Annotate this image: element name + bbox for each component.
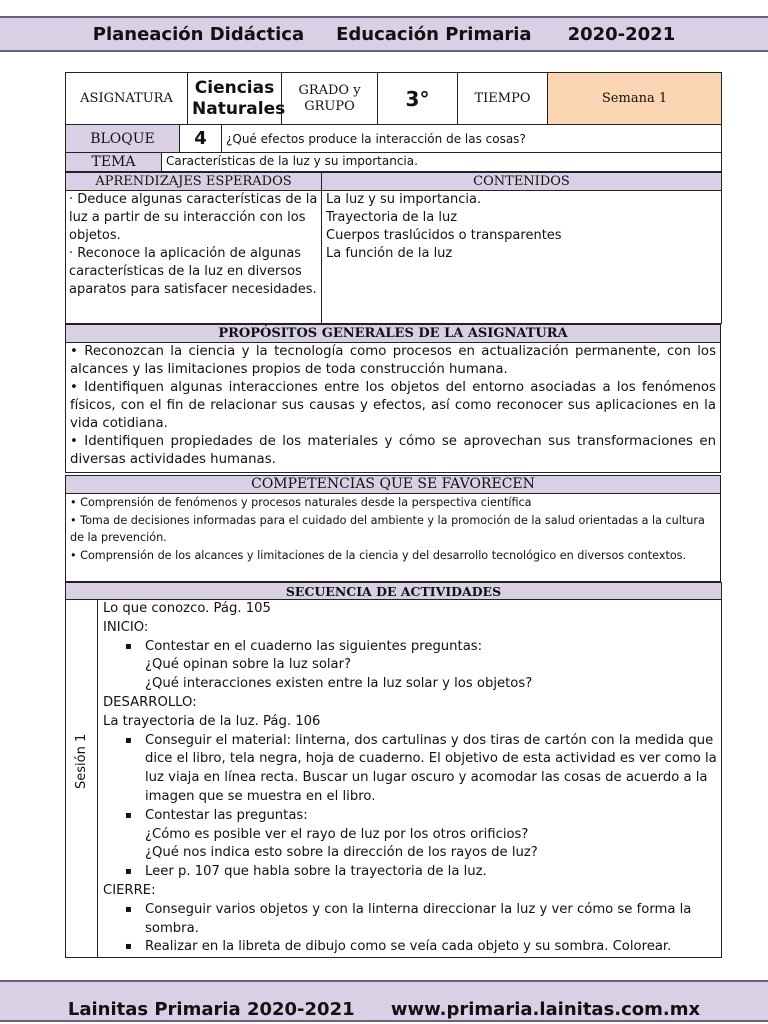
asignatura-label: ASIGNATURA	[66, 73, 188, 125]
bloque-label: BLOQUE	[66, 125, 180, 153]
info-table	[65, 72, 722, 125]
tiempo-label: TIEMPO	[458, 73, 548, 125]
tema-label: TEMA	[66, 153, 162, 172]
desarrollo-heading: DESARROLLO:	[103, 694, 197, 710]
propositos-heading: PROPÓSITOS GENERALES DE LA ASIGNATURA	[66, 325, 721, 343]
bloque-value: 4	[180, 125, 222, 153]
desarrollo-question: ¿Cómo es posible ver el rayo de luz por los otros orificios?	[145, 826, 529, 842]
inicio-question: ¿Qué opinan sobre la luz solar?	[145, 657, 352, 673]
aprendizaje-item: · Deduce algunas características de la luz a partir de su interacción con los objetos.	[69, 192, 318, 243]
bloque-question: ¿Qué efectos produce la interacción de las cosas?	[222, 125, 722, 153]
desarrollo-question: ¿Qué nos indica esto sobre la dirección de los rayos de luz?	[145, 845, 538, 861]
inicio-heading: INICIO:	[103, 619, 149, 635]
page-footer	[0, 980, 768, 1022]
competencia-item: • Comprensión de fenómenos y procesos naturales desde la perspectiva científica	[70, 496, 532, 509]
contenido-item: La luz y su importancia.	[326, 192, 482, 207]
desarrollo-bullet: ▪ Contestar las preguntas:	[145, 807, 717, 826]
proposito-item: • Identifiquen propiedades de los materiales y cómo se aprovechan sus transformaciones en diversas actividades humanas.	[70, 434, 716, 467]
competencias-table	[65, 475, 721, 582]
propositos-table	[65, 324, 721, 473]
aprendizajes-table	[65, 172, 722, 324]
contenido-item: Trayectoria de la luz	[326, 210, 458, 225]
proposito-item: • Identifiquen algunas interacciones entre los objetos del entorno asociadas a los fenómenos físicos, con el fin de relacionar sus causas y efectos, así como reconocer sus aplicaciones en la vida cotidiana.	[70, 380, 716, 431]
bloque-table	[65, 124, 722, 153]
contenidos-heading: CONTENIDOS	[322, 173, 722, 191]
asignatura-value: Ciencias Naturales	[188, 73, 282, 125]
tema-table	[65, 152, 722, 172]
session-label: Sesión 1	[73, 733, 89, 789]
secuencia-heading: SECUENCIA DE ACTIVIDADES	[66, 583, 722, 600]
header-year: 2020-2021	[567, 23, 676, 45]
cierre-bullet: ▪ Conseguir varios objetos y con la linterna direccionar la luz y ver cómo se forma la sombra.	[145, 901, 717, 939]
page-header	[0, 16, 768, 52]
desarrollo-title: La trayectoria de la luz. Pág. 106	[103, 713, 321, 729]
cierre-heading: CIERRE:	[103, 882, 156, 898]
competencia-item: • Toma de decisiones informadas para el cuidado del ambiente y la promoción de la salud orientadas a la cultura de la prevención.	[70, 513, 705, 544]
competencia-item: • Comprensión de los alcances y limitaciones de la ciencia y del desarrollo tecnológico en diversos contextos.	[70, 548, 687, 562]
secuencia-table	[65, 582, 722, 958]
tema-value: Características de la luz y su importancia.	[162, 153, 722, 172]
tiempo-value: Semana 1	[548, 73, 722, 125]
inicio-bullet: ▪ Contestar en el cuaderno las siguientes preguntas:	[145, 638, 717, 657]
aprendizajes-heading: APRENDIZAJES ESPERADOS	[66, 173, 322, 191]
contenido-item: Cuerpos traslúcidos o transparentes	[326, 228, 562, 243]
grado-label: GRADO y GRUPO	[282, 73, 378, 125]
contenido-item: La función de la luz	[326, 246, 453, 261]
activity-intro: Lo que conozco. Pág. 105	[103, 601, 271, 616]
aprendizaje-item: · Reconoce la aplicación de algunas características de la luz en diversos aparatos para satisfacer necesidades.	[69, 246, 317, 297]
cierre-bullet: ▪ Realizar en la libreta de dibujo como se veía cada objeto y su sombra. Colorear.	[145, 938, 717, 957]
competencias-heading: COMPETENCIAS QUE SE FAVORECEN	[66, 476, 721, 494]
inicio-question: ¿Qué interacciones existen entre la luz solar y los objetos?	[145, 676, 533, 692]
header-level: Educación Primaria	[336, 23, 532, 45]
desarrollo-bullet: ▪ Conseguir el material: linterna, dos cartulinas y dos tiras de cartón con la medida que dice el libro, tela negra, hoja de cuaderno. El objetivo de esta actividad es ver como la luz viaja en línea recta. Buscar un lugar oscuro y acomodar las cosas de acuerdo a la imagen que se muestra en el libro.	[145, 732, 717, 807]
desarrollo-bullet: ▪ Leer p. 107 que habla sobre la trayectoria de la luz.	[145, 863, 717, 882]
header-title: Planeación Didáctica	[92, 23, 305, 45]
proposito-item: • Reconozcan la ciencia y la tecnología como procesos en actualización permanente, con los alcances y las limitaciones propios de toda construcción humana.	[70, 344, 716, 377]
grado-value: 3°	[378, 73, 458, 125]
footer-text: Lainitas Primaria 2020-2021	[67, 999, 355, 1020]
footer-url: www.primaria.lainitas.com.mx	[390, 999, 701, 1020]
